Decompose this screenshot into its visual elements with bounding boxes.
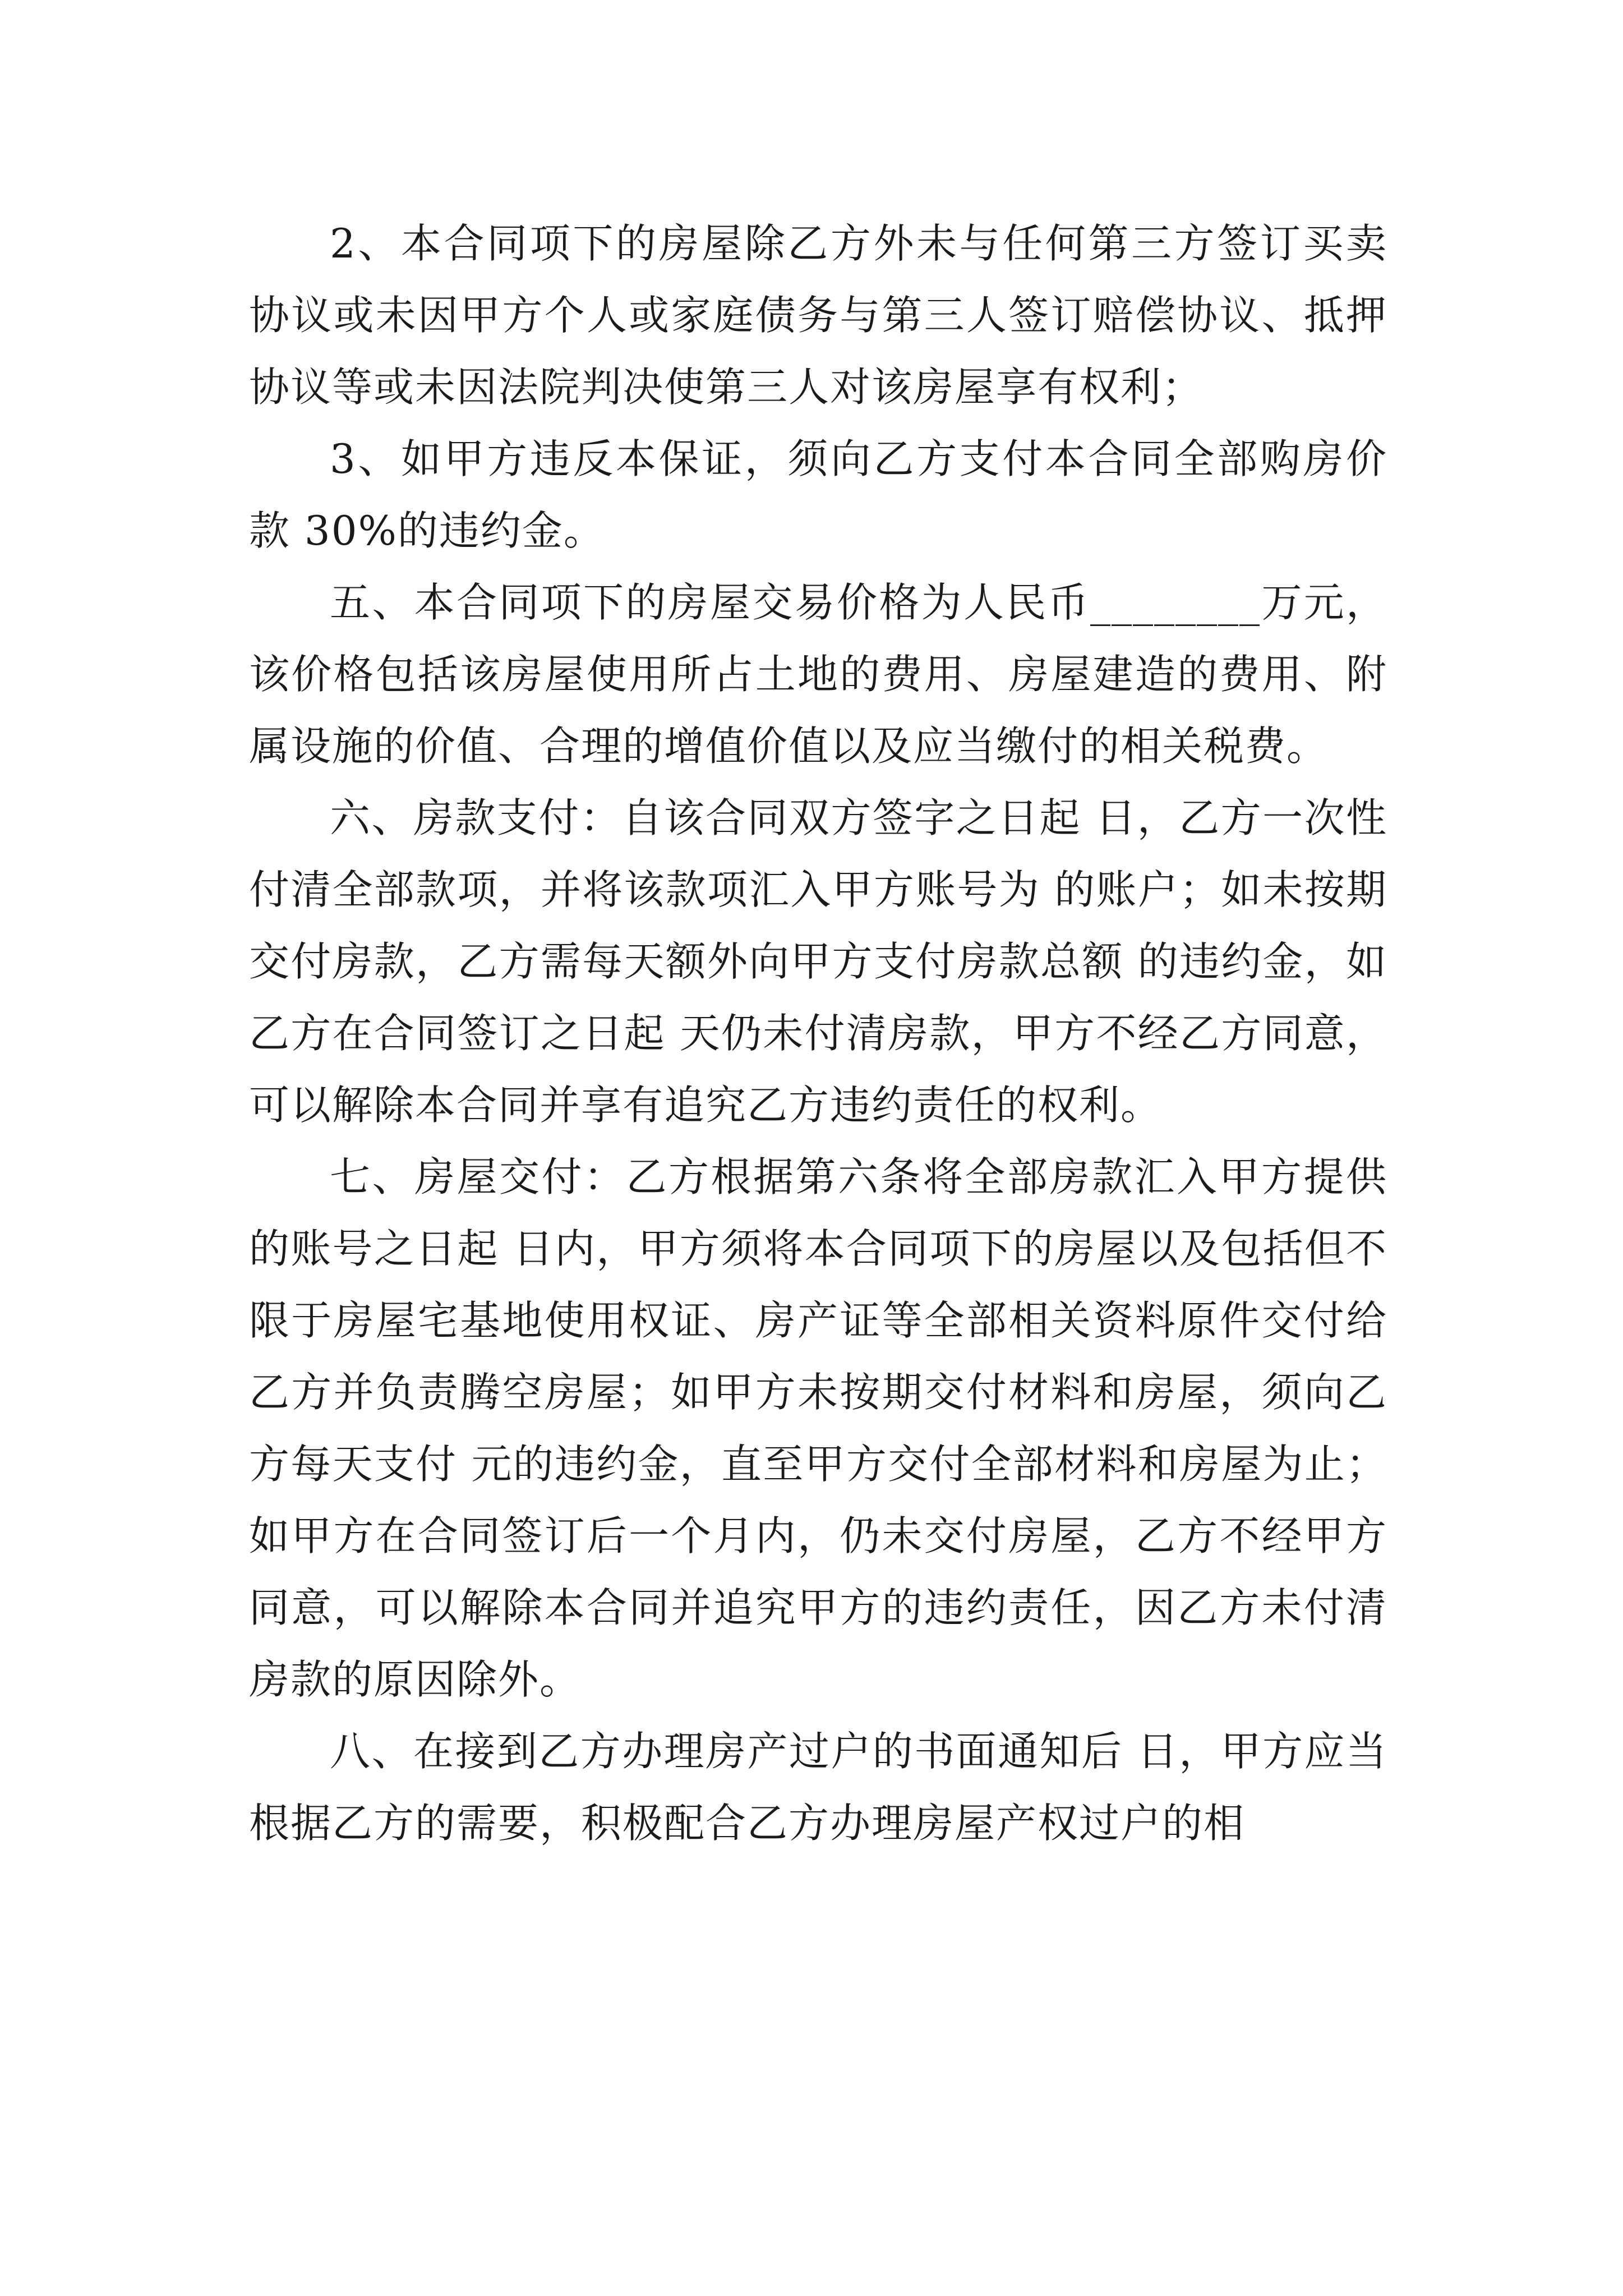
clause-7-delivery: 七、房屋交付：乙方根据第六条将全部房款汇入甲方提供的账号之日起 日内，甲方须将本合同项下的房屋以及包括但不限于房屋宅基地使用权证、房产证等全部相关资料原件交付给乙方并负责腾空房屋；如甲方未按期交付材料和房屋，须向乙方每天支付 元的违约金，直至甲方交付全部材料和房屋为止；如甲方在合同签订后一个月内，仍未交付房屋，乙方不经甲方同意，可以解除本合同并追究甲方的违约责任，因乙方未付清房款的原因除外。 <box>249 1153 1387 1703</box>
clause-5-price: 五、本合同项下的房屋交易价格为人民币________万元，该价格包括该房屋使用所占土地的费用、房屋建造的费用、附属设施的价值、合理的增值价值以及应当缴付的相关税费。 <box>249 579 1387 770</box>
clause-4-item-3: 3、如甲方违反本保证，须向乙方支付本合同全部购房价款 30%的违约金。 <box>249 435 1387 554</box>
clause-8-transfer: 八、在接到乙方办理房产过户的书面通知后 日，甲方应当根据乙方的需要，积极配合乙方办理房屋产权过户的相 <box>249 1728 1387 1847</box>
clause-4-item-2: 2、本合同项下的房屋除乙方外未与任何第三方签订买卖协议或未因甲方个人或家庭债务与第三人签订赔偿协议、抵押协议等或未因法院判决使第三人对该房屋享有权利； <box>249 220 1387 411</box>
clause-6-payment: 六、房款支付：自该合同双方签字之日起 日，乙方一次性付清全部款项，并将该款项汇入甲方账号为 的账户；如未按期交付房款，乙方需每天额外向甲方支付房款总额 的违约金，如乙方在合同签订之日起 天仍未付清房款，甲方不经乙方同意，可以解除本合同并享有追究乙方违约责任的权利。 <box>249 794 1387 1129</box>
contract-body <box>249 208 1387 1859</box>
